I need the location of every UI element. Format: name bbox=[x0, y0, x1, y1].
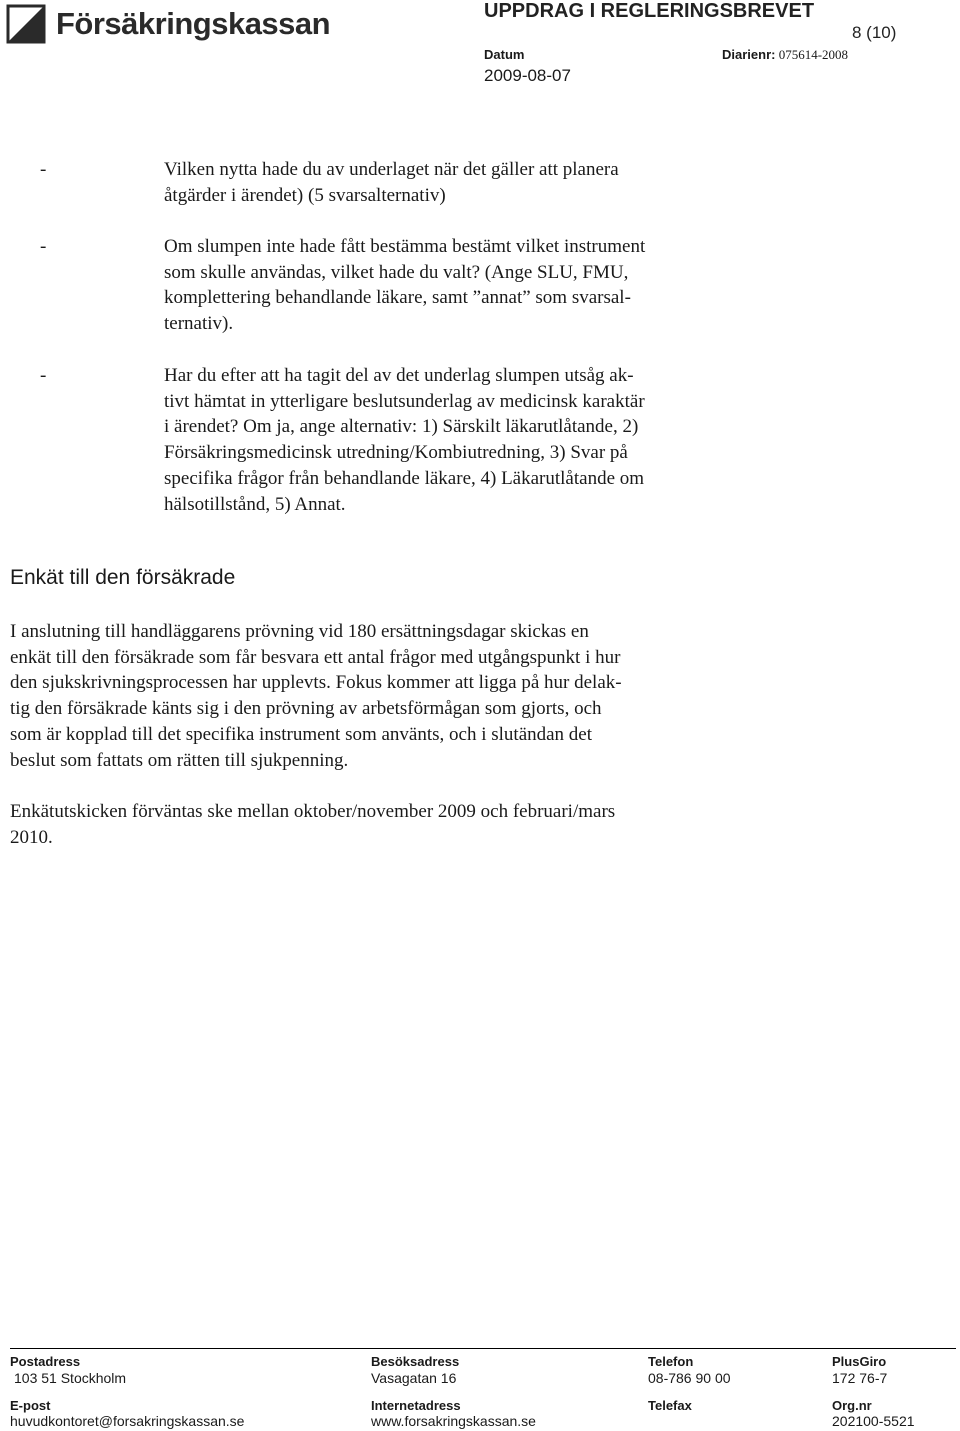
text-line: som är kopplad till det specifika instrument som använts, och i slutändan det bbox=[10, 723, 593, 745]
text-line: tig den försäkrade känts sig i den prövning av arbetsförmågan som gjorts, och bbox=[10, 698, 602, 720]
besoksadress-value: Vasagatan 16 bbox=[371, 1370, 457, 1386]
paragraph bbox=[10, 799, 730, 850]
website-link[interactable]: www.forsakringskassan.se bbox=[371, 1413, 536, 1429]
text-line: enkät till den försäkrade som får besvara ett antal frågor med utgångspunkt i hur bbox=[10, 646, 621, 668]
page-number: 8 (10) bbox=[852, 23, 897, 42]
text-line: den sjukskrivningsprocessen har upplevts. Fokus kommer att ligga på hur delak- bbox=[10, 672, 622, 694]
plusgiro-value: 172 76-7 bbox=[832, 1370, 888, 1386]
text-line: Enkätutskicken förväntas ske mellan oktober/november 2009 och februari/mars bbox=[10, 801, 616, 822]
logo-text: Försäkringskassan bbox=[56, 6, 331, 41]
text-line: ternativ). bbox=[164, 313, 234, 335]
text-line: Har du efter att ha tagit del av det underlag slumpen utsåg ak- bbox=[164, 365, 634, 386]
text-line: I anslutning till handläggarens prövning vid 180 ersättningsdagar skickas en bbox=[10, 621, 589, 642]
diarienr-label: Diarienr: bbox=[722, 47, 776, 62]
plusgiro-label: PlusGiro bbox=[832, 1354, 887, 1369]
epost-link[interactable]: huvudkontoret@forsakringskassan.se bbox=[10, 1413, 245, 1429]
forsakringskassan-logo-icon bbox=[6, 4, 46, 44]
bullet-dash: - bbox=[40, 236, 47, 257]
text-line: hälsotillstånd, 5) Annat. bbox=[164, 493, 346, 515]
section-heading: Enkät till den försäkrade bbox=[10, 566, 236, 589]
internetadress-label: Internetadress bbox=[371, 1398, 461, 1413]
epost-label: E-post bbox=[10, 1398, 51, 1413]
bullet-dash: - bbox=[40, 365, 47, 386]
telefax-label: Telefax bbox=[648, 1398, 692, 1413]
diarienr bbox=[722, 47, 848, 63]
logo bbox=[6, 2, 331, 48]
text-line: beslut som fattats om rätten till sjukpenning. bbox=[10, 749, 349, 771]
orgnr-value: 202100-5521 bbox=[832, 1413, 915, 1429]
bullet-text bbox=[164, 234, 744, 337]
postadress-value: 103 51 Stockholm bbox=[14, 1370, 127, 1386]
postadress-label: Postadress bbox=[10, 1354, 81, 1369]
bullet-text bbox=[164, 157, 744, 208]
text-line: tivt hämtat in ytterligare beslutsunderlag av medicinsk karaktär bbox=[164, 390, 645, 412]
text-line: komplettering behandlande läkare, samt ”annat” som svarsal- bbox=[164, 287, 631, 309]
text-line: i ärendet? Om ja, ange alternativ: 1) Särskilt läkarutlåtande, 2) bbox=[164, 416, 639, 438]
text-line: Om slumpen inte hade fått bestämma bestämt vilket instrument bbox=[164, 236, 646, 257]
footer-divider bbox=[10, 1348, 956, 1349]
text-line: 2010. bbox=[10, 826, 53, 848]
document-title: UPPDRAG I REGLERINGSBREVET bbox=[484, 0, 815, 22]
text-line: Vilken nytta hade du av underlaget när det gäller att planera bbox=[164, 159, 619, 180]
text-line: specifika frågor från behandlande läkare, 4) Läkarutlåtande om bbox=[164, 467, 645, 489]
date-label: Datum bbox=[484, 47, 525, 62]
bullet-text bbox=[164, 363, 744, 517]
date-value: 2009-08-07 bbox=[484, 66, 571, 85]
bullet-dash: - bbox=[40, 159, 47, 180]
telefon-value: 08-786 90 00 bbox=[648, 1370, 731, 1386]
text-line: åtgärder i ärendet) (5 svarsalternativ) bbox=[164, 184, 446, 206]
text-line: som skulle användas, vilket hade du valt? (Ange SLU, FMU, bbox=[164, 261, 629, 283]
orgnr-label: Org.nr bbox=[832, 1398, 872, 1413]
diarienr-value: 075614-2008 bbox=[778, 47, 849, 62]
telefon-label: Telefon bbox=[648, 1354, 694, 1369]
text-line: Försäkringsmedicinsk utredning/Kombiutredning, 3) Svar på bbox=[164, 442, 628, 464]
besoksadress-label: Besöksadress bbox=[371, 1354, 460, 1369]
paragraph bbox=[10, 619, 730, 773]
